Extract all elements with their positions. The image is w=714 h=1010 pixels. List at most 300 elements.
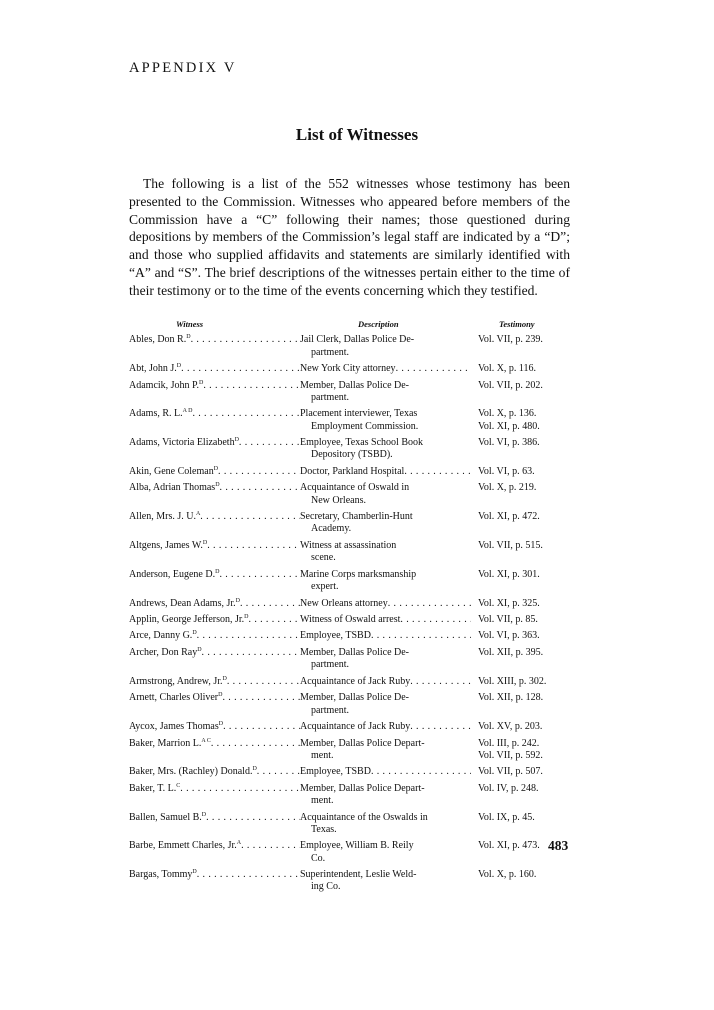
testimony-reference: Vol. XII, p. 128. (478, 692, 544, 704)
witness-name-text: Barbe, Emmett Charles, Jr. (129, 840, 237, 852)
description-continuation: ment. (311, 795, 334, 807)
witness-type-marker: D (252, 766, 257, 773)
description-text: Marine Corps marksmanship (300, 568, 417, 580)
witness-description-cell (300, 482, 471, 507)
witness-name-text: Adams, R. L. (129, 408, 183, 420)
witness-type-marker: D (218, 692, 223, 699)
description-line (300, 598, 471, 610)
witness-name (129, 540, 207, 552)
witness-name-text: Altgens, James W. (129, 539, 203, 551)
witness-name-wrap (129, 334, 300, 346)
leader-dots (222, 692, 300, 704)
witness-row (129, 614, 571, 626)
testimony-cell (471, 363, 536, 375)
witness-name-wrap (129, 540, 300, 552)
witness-name-wrap (129, 466, 300, 478)
witness-name-text: Bargas, Tommy (129, 869, 193, 881)
witness-description-cell (300, 840, 471, 865)
testimony-reference: Vol. VII, p. 515. (478, 539, 543, 551)
leader-dots (410, 676, 471, 688)
description-line (300, 766, 471, 778)
testimony-reference: Vol. XII, p. 395. (478, 646, 544, 658)
description-line (300, 721, 471, 733)
witness-row (129, 812, 571, 837)
witness-name-cell (129, 676, 300, 688)
testimony-reference: Vol. X, p. 219. (478, 482, 537, 494)
witness-description-cell (300, 614, 471, 626)
testimony-reference: Vol. VII, p. 239. (478, 334, 543, 346)
witness-row (129, 334, 571, 359)
witness-row (129, 569, 571, 594)
witness-name (129, 812, 206, 824)
table-header (129, 318, 571, 330)
witness-name-text: Anderson, Eugene D. (129, 568, 216, 580)
witness-name-text: Allen, Mrs. J. U. (129, 511, 196, 523)
description-continuation: New Orleans. (311, 494, 366, 506)
witness-type-marker: D (215, 568, 220, 575)
witness-type-marker: D (197, 646, 202, 653)
witness-name-cell (129, 630, 300, 642)
leader-dots (202, 647, 300, 659)
testimony-cell (471, 540, 543, 565)
testimony-reference: Vol. IX, p. 45. (478, 811, 535, 823)
witness-name-wrap (129, 840, 300, 852)
witness-type-marker: D (202, 539, 208, 546)
description-line (300, 511, 471, 523)
witness-description-cell (300, 408, 471, 433)
description-line (300, 466, 471, 478)
leader-dots (227, 676, 300, 688)
witness-name-text: Andrews, Dean Adams, Jr. (129, 597, 236, 609)
witness-description-cell (300, 721, 471, 733)
description-text: Acquaintance of Jack Ruby (300, 721, 411, 733)
leader-dots (249, 614, 300, 626)
witness-name-cell (129, 647, 300, 672)
leader-dots (239, 437, 300, 449)
witness-name-wrap (129, 676, 300, 688)
description-text: Member, Dallas Police Depart- (300, 782, 425, 794)
witness-name (129, 598, 240, 610)
leader-dots (180, 783, 300, 795)
leader-dots (220, 482, 300, 494)
testimony-reference: Vol. X, p. 116. (478, 363, 537, 375)
testimony-reference: Vol. XI, p. 473. (478, 840, 540, 852)
testimony-reference: Vol. VII, p. 85. (478, 614, 538, 625)
testimony-reference: Vol. XI, p. 480. (478, 420, 540, 432)
description-continuation: Employment Commission. (311, 420, 419, 432)
leader-dots (223, 721, 300, 733)
witness-name-text: Baker, Marrion L. (129, 737, 202, 749)
witness-name (129, 676, 227, 688)
witness-description-cell (300, 630, 471, 642)
witness-name-cell (129, 692, 300, 717)
witness-name-wrap (129, 408, 300, 420)
witness-row (129, 437, 571, 462)
description-line (300, 647, 471, 659)
witness-name-wrap (129, 569, 300, 581)
testimony-reference: Vol. VI, p. 386. (478, 437, 540, 449)
column-header-witness: Witness (176, 319, 204, 329)
leader-dots (181, 363, 300, 375)
testimony-reference: Vol. VI, p. 63. (478, 465, 535, 477)
page-number: 483 (548, 838, 569, 853)
witness-type-marker: D (199, 379, 204, 386)
witness-name-wrap (129, 692, 300, 704)
witness-name-cell (129, 721, 300, 733)
testimony-reference: Vol. XI, p. 301. (478, 568, 540, 580)
description-text: Member, Dallas Police De- (300, 692, 410, 704)
witness-name-cell (129, 840, 300, 865)
testimony-cell (471, 408, 540, 433)
leader-dots (371, 630, 471, 642)
witness-rows (129, 334, 571, 893)
description-line (300, 676, 471, 688)
description-line (300, 569, 471, 581)
witness-row (129, 466, 571, 478)
witness-name-text: Armstrong, Andrew, Jr. (129, 675, 223, 687)
witness-name (129, 721, 223, 733)
witness-description-cell (300, 647, 471, 672)
witness-description-cell (300, 363, 471, 375)
witness-name (129, 408, 192, 420)
witness-name (129, 647, 202, 659)
witness-row (129, 408, 571, 433)
witness-name-wrap (129, 614, 300, 626)
witness-name-wrap (129, 363, 300, 375)
description-line (300, 869, 471, 881)
testimony-cell (471, 766, 543, 778)
intro-paragraph: The following is a list of the 552 witnesses whose testimony has been presented to the Commission. Witnesses who appeared before members of the Commission have a “C” following their names; those questioned during depositions by members of the Commission’s legal staff are indicated by a “D”; and those who supplied affidavits and statements are similarly identified with “A” and “S”. The brief descriptions of the witnesses pertain either to the time of their testimony or to the time of the events concerning which they testified. (129, 176, 570, 298)
leader-dots (396, 363, 471, 375)
witness-name-cell (129, 766, 300, 778)
leader-dots (203, 380, 300, 392)
witness-name-text: Baker, Mrs. (Rachley) Donald. (129, 766, 253, 778)
witness-row (129, 840, 571, 865)
leader-dots (410, 721, 471, 733)
leader-dots (191, 334, 300, 346)
description-line (300, 614, 471, 626)
testimony-cell (471, 614, 538, 626)
witness-description-cell (300, 334, 471, 359)
witness-name-text: Ables, Don R. (129, 334, 187, 346)
witness-name-cell (129, 334, 300, 359)
witness-name-text: Abt, John J. (129, 363, 177, 375)
witness-name-text: Arnett, Charles Oliver (129, 692, 219, 704)
testimony-cell (471, 511, 540, 536)
description-continuation: partment. (311, 391, 350, 403)
witness-name-text: Applin, George Jefferson, Jr. (129, 614, 245, 625)
testimony-cell (471, 738, 543, 763)
witness-description-cell (300, 380, 471, 405)
testimony-cell (471, 380, 543, 405)
witness-name-cell (129, 783, 300, 808)
witness-type-marker: D (213, 465, 219, 472)
description-text: Superintendent, Leslie Weld- (300, 869, 417, 881)
witness-row (129, 482, 571, 507)
witness-name-wrap (129, 812, 300, 824)
description-text: Witness at assassination (300, 539, 397, 551)
leader-dots (241, 840, 300, 852)
witness-type-marker: A (236, 840, 242, 847)
witness-description-cell (300, 738, 471, 763)
witness-name-text: Alba, Adrian Thomas (129, 482, 216, 494)
testimony-reference: Vol. VI, p. 363. (478, 630, 540, 642)
description-text: Employee, William B. Reily (300, 840, 414, 852)
description-text: Acquaintance of Oswald in (300, 482, 410, 494)
testimony-cell (471, 630, 540, 642)
description-continuation: ment. (311, 749, 334, 761)
witness-type-marker: A C (201, 737, 211, 744)
witness-row (129, 598, 571, 610)
description-line (300, 437, 471, 449)
witness-type-marker: C (176, 782, 181, 789)
description-text: Secretary, Chamberlin-Hunt (300, 511, 413, 523)
witness-name (129, 380, 203, 392)
witness-description-cell (300, 676, 471, 688)
description-text: Member, Dallas Police De- (300, 646, 410, 658)
witness-description-cell (300, 466, 471, 478)
leader-dots (197, 869, 300, 881)
testimony-cell (471, 647, 543, 672)
testimony-cell (471, 783, 538, 808)
witness-type-marker: D (192, 630, 197, 637)
witness-name-cell (129, 738, 300, 763)
witness-type-marker: D (201, 811, 207, 818)
witness-name (129, 869, 197, 881)
witness-name-wrap (129, 721, 300, 733)
leader-dots (211, 738, 300, 750)
witness-type-marker: D (234, 437, 239, 444)
witness-description-cell (300, 540, 471, 565)
column-header-testimony: Testimony (499, 319, 535, 329)
witness-description-cell (300, 766, 471, 778)
description-line (300, 630, 471, 642)
description-continuation: Co. (311, 852, 326, 864)
description-text: Employee, TSBD (300, 630, 371, 642)
witness-name-wrap (129, 511, 300, 523)
witness-name-cell (129, 363, 300, 375)
witness-name (129, 437, 239, 449)
leader-dots (207, 540, 300, 552)
description-line (300, 540, 471, 552)
description-text: Member, Dallas Police De- (300, 379, 410, 391)
witness-name-cell (129, 540, 300, 565)
witness-name (129, 738, 211, 750)
witness-name-cell (129, 408, 300, 433)
witness-name-wrap (129, 482, 300, 494)
testimony-cell (471, 869, 536, 894)
witness-name (129, 840, 241, 852)
witness-name (129, 511, 200, 523)
witness-name-cell (129, 614, 300, 626)
witness-name-wrap (129, 738, 300, 750)
witness-type-marker: D (218, 721, 224, 728)
description-text: Jail Clerk, Dallas Police De- (300, 334, 415, 346)
witness-row (129, 511, 571, 536)
witness-type-marker: A D (182, 408, 193, 415)
testimony-cell (471, 569, 540, 594)
leader-dots (197, 630, 300, 642)
leader-dots (371, 766, 471, 778)
witness-name-wrap (129, 766, 300, 778)
testimony-reference: Vol. XIII, p. 302. (478, 675, 547, 687)
witness-row (129, 766, 571, 778)
witness-name-text: Baker, T. L. (129, 782, 177, 794)
testimony-reference: Vol. III, p. 242. (478, 737, 540, 749)
witness-name (129, 630, 197, 642)
testimony-reference: Vol. XV, p. 203. (478, 721, 543, 733)
description-text: Witness of Oswald arrest (300, 614, 401, 625)
witness-row (129, 783, 571, 808)
testimony-cell (471, 812, 535, 837)
description-line (300, 380, 471, 392)
description-line (300, 334, 471, 346)
witness-type-marker: A (195, 511, 201, 518)
description-continuation: partment. (311, 704, 350, 716)
witness-row (129, 363, 571, 375)
witness-type-marker: D (222, 675, 227, 682)
description-continuation: expert. (311, 581, 339, 593)
testimony-cell (471, 598, 540, 610)
witness-row (129, 647, 571, 672)
witness-type-marker: D (176, 363, 182, 370)
description-text: Acquaintance of the Oswalds in (300, 811, 428, 823)
testimony-reference: Vol. IV, p. 248. (478, 782, 539, 794)
testimony-cell (471, 437, 540, 462)
witness-name-cell (129, 569, 300, 594)
witness-name-wrap (129, 598, 300, 610)
witness-row (129, 380, 571, 405)
witness-row (129, 540, 571, 565)
witness-name-text: Archer, Don Ray (129, 646, 198, 658)
column-header-description: Description (358, 319, 399, 329)
witness-name-cell (129, 812, 300, 837)
description-continuation: Academy. (311, 523, 352, 535)
testimony-cell (471, 334, 543, 359)
testimony-cell (471, 692, 543, 717)
witness-description-cell (300, 598, 471, 610)
description-line (300, 783, 471, 795)
witness-name-cell (129, 511, 300, 536)
leader-dots (219, 569, 300, 581)
witness-name-wrap (129, 630, 300, 642)
description-line (300, 363, 471, 375)
witness-name-text: Ballen, Samuel B. (129, 811, 202, 823)
testimony-reference: Vol. X, p. 160. (478, 869, 537, 881)
description-continuation: scene. (311, 552, 336, 564)
appendix-heading: APPENDIX V (129, 60, 237, 76)
testimony-cell (471, 721, 542, 733)
witness-name (129, 466, 218, 478)
witness-name-cell (129, 437, 300, 462)
witness-row (129, 692, 571, 717)
witness-name-wrap (129, 647, 300, 659)
witness-name-wrap (129, 783, 300, 795)
leader-dots (192, 408, 300, 420)
leader-dots (200, 511, 300, 523)
witness-name (129, 482, 220, 494)
witness-name-cell (129, 598, 300, 610)
witness-name (129, 614, 249, 626)
witness-name-text: Adams, Victoria Elizabeth (129, 437, 235, 449)
leader-dots (240, 598, 300, 610)
witness-description-cell (300, 569, 471, 594)
testimony-reference: Vol. VII, p. 507. (478, 766, 543, 778)
testimony-cell (471, 676, 546, 688)
witness-row (129, 630, 571, 642)
witness-name (129, 783, 180, 795)
testimony-reference: Vol. X, p. 136. (478, 408, 537, 420)
description-text: Doctor, Parkland Hospital (300, 465, 405, 477)
leader-dots (218, 466, 300, 478)
witness-description-cell (300, 511, 471, 536)
testimony-reference: Vol. XI, p. 472. (478, 511, 540, 523)
witness-description-cell (300, 783, 471, 808)
description-continuation: partment. (311, 659, 350, 671)
testimony-reference: Vol. VII, p. 202. (478, 379, 543, 391)
witness-name (129, 766, 257, 778)
witness-name-wrap (129, 380, 300, 392)
leader-dots (404, 466, 471, 478)
description-line (300, 840, 471, 852)
leader-dots (257, 766, 300, 778)
witness-type-marker: D (244, 614, 249, 620)
witness-type-marker: D (192, 869, 197, 876)
witness-row (129, 721, 571, 733)
witness-type-marker: D (186, 334, 191, 341)
description-continuation: Depository (TSBD). (311, 449, 393, 461)
witness-name-wrap (129, 869, 300, 881)
testimony-reference: Vol. XI, p. 325. (478, 597, 540, 609)
testimony-cell (471, 482, 536, 507)
description-line (300, 482, 471, 494)
witness-type-marker: D (215, 482, 220, 489)
witness-row (129, 738, 571, 763)
witness-name (129, 692, 222, 704)
testimony-cell (471, 466, 535, 478)
witness-name-cell (129, 482, 300, 507)
leader-dots (400, 614, 471, 626)
description-line (300, 692, 471, 704)
witness-description-cell (300, 869, 471, 894)
description-line (300, 408, 471, 420)
witness-name-text: Akin, Gene Coleman (129, 465, 214, 477)
witness-description-cell (300, 692, 471, 717)
description-text: Member, Dallas Police Depart- (300, 737, 425, 749)
testimony-reference: Vol. VII, p. 592. (478, 749, 543, 761)
description-line (300, 812, 471, 824)
witness-description-cell (300, 812, 471, 837)
leader-dots (206, 812, 300, 824)
witness-description-cell (300, 437, 471, 462)
witness-name-cell (129, 466, 300, 478)
description-text: Acquaintance of Jack Ruby (300, 675, 411, 687)
witness-name-wrap (129, 437, 300, 449)
testimony-cell (471, 840, 540, 865)
description-continuation: Texas. (311, 823, 337, 835)
witness-name-cell (129, 380, 300, 405)
witness-table (129, 318, 571, 898)
witness-row (129, 869, 571, 894)
witness-type-marker: D (235, 597, 240, 604)
witness-name (129, 334, 191, 346)
page-title: List of Witnesses (295, 125, 419, 144)
description-text: Placement interviewer, Texas (300, 408, 418, 420)
witness-name-text: Adamcik, John P. (129, 379, 199, 391)
witness-name-text: Aycox, James Thomas (129, 721, 219, 733)
description-continuation: partment. (311, 346, 350, 358)
witness-name-text: Arce, Danny G. (129, 630, 193, 642)
